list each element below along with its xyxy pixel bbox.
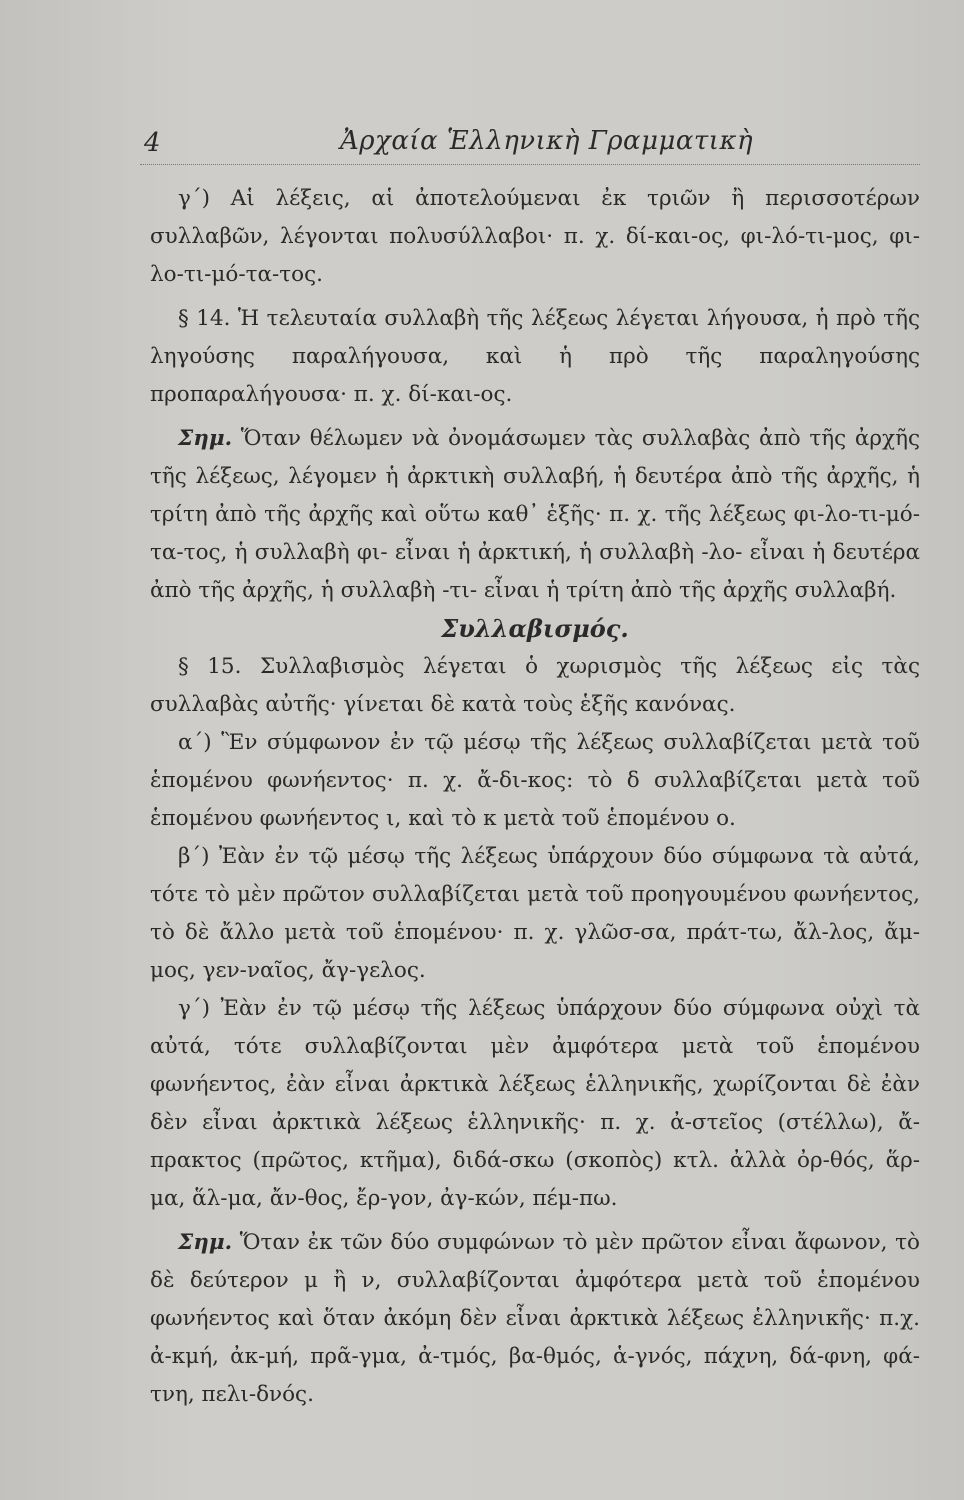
paragraph-gamma: γ΄) Αἱ λέξεις, αἱ ἀποτελούμεναι ἐκ τριῶν ἢ περισσοτέρων συλλαβῶν, λέγονται πολυσύλλαβοι· π. χ. δί-και-ος, φι-λό-τι-μος, φι-λο-τι-μό-τα-τος.: [150, 186, 920, 287]
running-title: Ἀρχαία Ἑλληνικὴ Γραμματικὴ: [340, 126, 754, 156]
page-header: [140, 120, 920, 168]
rule-beta: β΄) Ἐὰν ἐν τῷ μέσῳ τῆς λέξεως ὑπάρχουν δύο σύμφωνα τὰ αὐτά, τότε τὸ μὲν πρῶτον συλλαβίζεται μετὰ τοῦ προηγουμένου φωνήεντος, τὸ δὲ ἄλλο μετὰ τοῦ ἑπομένου· π. χ. γλῶσ-σα, πράτ-τω, ἄλ-λος, ἄμ-μος, γεν-ναῖος, ἄγ-γελος.: [150, 844, 920, 983]
paragraph-14: § 14. Ἡ τελευταία συλλαβὴ τῆς λέξεως λέγεται λήγουσα, ἡ πρὸ τῆς ληγούσης παραλήγουσα, καὶ ἡ πρὸ τῆς παραληγούσης προπαραλήγουσα· π. χ. δί-και-ος.: [150, 306, 920, 407]
note-2: [150, 1224, 920, 1414]
header-rule: [140, 164, 920, 165]
section-heading: Συλλαβισμός.: [441, 614, 629, 643]
rule-gamma: γ΄) Ἐὰν ἐν τῷ μέσῳ τῆς λέξεως ὑπάρχουν δύο σύμφωνα οὐχὶ τὰ αὐτά, τότε συλλαβίζονται μὲν ἀμφότερα μετὰ τοῦ ἑπομένου φωνήεντος, ἐὰν εἶναι ἀρκτικὰ λέξεως ἑλληνικῆς, χωρίζονται δὲ ἐὰν δὲν εἶναι ἀρκτικὰ λέξεως ἑλληνικῆς· π. χ. ἀ-στεῖος (στέλλω), ἄ-πρακτος (πρῶτος, κτῆμα), διδά-σκω (σκοπὸς) κτλ. ἀλλὰ ὀρ-θός, ἅρ-μα, ἅλ-μα, ἄν-θος, ἔρ-γον, ἀγ-κών, πέμ-πω.: [150, 996, 920, 1211]
note-2-text: Ὅταν ἐκ τῶν δύο συμφώνων τὸ μὲν πρῶτον εἶναι ἄφωνον, τὸ δὲ δεύτερον μ ἢ ν, συλλαβίζονται ἀμφότερα μετὰ τοῦ ἑπομένου φωνήεντος καὶ ὅταν ἀκόμη δὲν εἶναι ἀρκτικὰ λέξεως ἑλληνικῆς· π.χ. ἀ-κμή, ἀκ-μή, πρᾶ-γμα, ἀ-τμός, βα-θμός, ἁ-γνός, πάχνη, δά-φνη, φά-τνη, πελι-δνός.: [150, 1230, 920, 1407]
rule-alpha: α΄) Ἓν σύμφωνον ἐν τῷ μέσῳ τῆς λέξεως συλλαβίζεται μετὰ τοῦ ἑπομένου φωνήεντος· π. χ. ἄ-δι-κος: τὸ δ συλλαβίζεται μετὰ τοῦ ἑπομένου φωνήεντος ι, καὶ τὸ κ μετὰ τοῦ ἑπομένου ο.: [150, 730, 920, 831]
note-1-label: Σημ.: [178, 426, 233, 451]
paragraph-15: § 15. Συλλαβισμὸς λέγεται ὁ χωρισμὸς τῆς λέξεως εἰς τὰς συλλαβὰς αὐτῆς· γίνεται δὲ κατὰ τοὺς ἑξῆς κανόνας.: [150, 654, 920, 717]
note-1: [150, 420, 920, 610]
body-text: [150, 180, 920, 1414]
note-2-label: Σημ.: [178, 1230, 233, 1255]
page-number: 4: [144, 128, 161, 158]
note-1-text: Ὅταν θέλωμεν νὰ ὀνομάσωμεν τὰς συλλαβὰς ἀπὸ τῆς ἀρχῆς τῆς λέξεως, λέγομεν ἡ ἀρκτικὴ συλλαβή, ἡ δευτέρα ἀπὸ τῆς ἀρχῆς, ἡ τρίτη ἀπὸ τῆς ἀρχῆς καὶ οὕτω καθ᾿ ἑξῆς· π. χ. τῆς λέξεως φι-λο-τι-μό-τα-τος, ἡ συλλαβὴ φι- εἶναι ἡ ἀρκτική, ἡ συλλαβὴ -λο- εἶναι ἡ δευτέρα ἀπὸ τῆς ἀρχῆς, ἡ συλλαβὴ -τι- εἶναι ἡ τρίτη ἀπὸ τῆς ἀρχῆς συλλαβή.: [150, 426, 920, 603]
